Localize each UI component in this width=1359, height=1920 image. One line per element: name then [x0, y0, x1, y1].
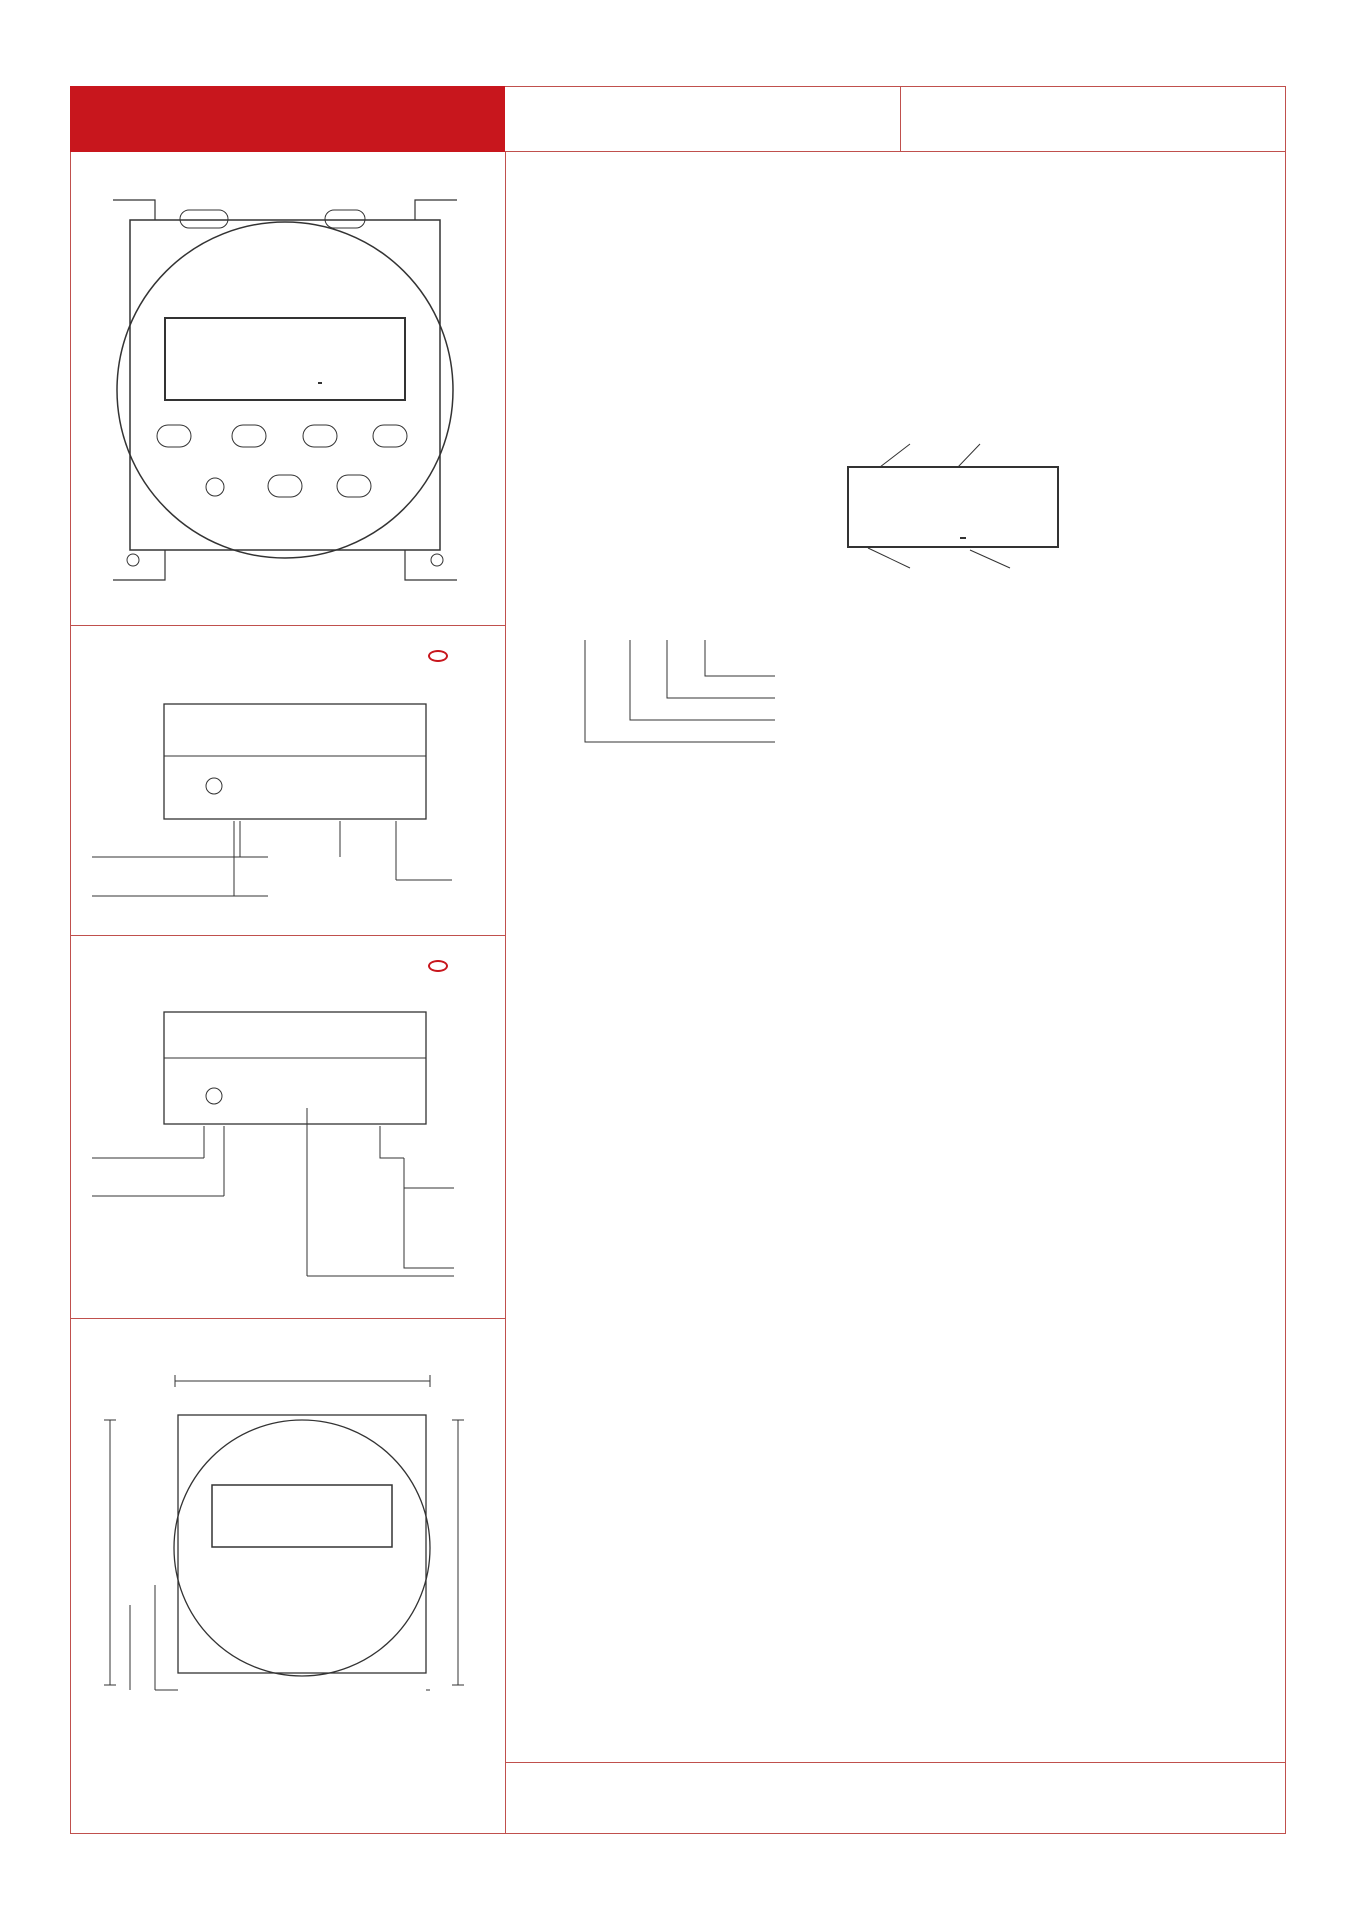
lcd-legend-mode — [960, 537, 966, 539]
header-tick — [900, 86, 901, 152]
footer-divider — [505, 1762, 1286, 1763]
left-divider — [70, 935, 505, 936]
model-code-tree — [575, 640, 805, 750]
type-b-badge — [428, 960, 448, 972]
lcd-legend-diagram — [840, 440, 1140, 580]
wiring-b-diagram — [92, 1008, 472, 1298]
device-drawing — [105, 195, 465, 585]
wiring-a-diagram — [92, 700, 472, 910]
title-banner — [70, 86, 505, 152]
left-divider — [70, 625, 505, 626]
left-divider — [70, 1318, 505, 1319]
device-lcd-mode — [318, 382, 322, 384]
column-divider — [505, 152, 506, 1834]
dimension-drawing — [100, 1375, 480, 1705]
type-a-badge — [428, 650, 448, 662]
header-divider — [505, 151, 1286, 152]
